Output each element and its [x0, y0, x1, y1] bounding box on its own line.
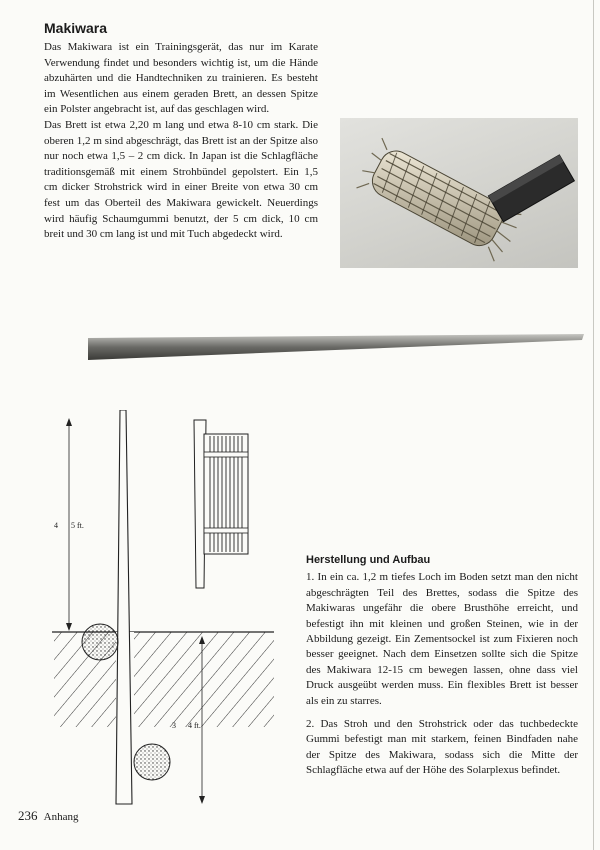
- makiwara-installation-diagram: [44, 410, 294, 805]
- upper-dimension-label-b: 5 ft.: [71, 521, 84, 530]
- intro-text: [44, 40, 318, 243]
- page-number: 236: [18, 808, 38, 823]
- intro-paragraph-2: Das Brett ist etwa 2,20 m lang und etwa 8-10 cm stark. Die oberen 1,2 m sind abgeschrägt, das Brett ist an der Spitze also nur noch etwa 1,5 – 2 cm dick. In Japan ist die Schlagfläche traditionsgemäß mit einem Strohbündel gepolstert. Ein 1,5 cm dicker Strohstrick wird in einer Breite von etwa 30 cm fest um das Oberteil des Makiwara gewickelt. Neuerdings wird häufig Schaumgummi benutzt, der 5 cm dick, 10 cm breit und 30 cm lang ist und mit Tuch abgedeckt wird.: [44, 118, 318, 241]
- page-footer: [18, 808, 78, 824]
- intro-paragraph-1: Das Makiwara ist ein Trainingsgerät, das nur im Karate Verwendung findet und besonders wichtig ist, um die Hände abzuhärten und die Handtechniken zu trainieren. Es besteht im Wesentlichen aus einem geraden Brett, an dessen Spitze ein Polster angebracht ist, auf das geschlagen wird.: [44, 41, 318, 116]
- construction-section: [306, 553, 578, 787]
- upper-dimension-label-a: 4: [54, 521, 58, 530]
- section-heading: Herstellung und Aufbau: [306, 554, 431, 566]
- lower-dimension-label-a: 3: [172, 721, 176, 730]
- page-edge-line: [593, 0, 594, 850]
- section-paragraph-2: 2. Das Stroh und den Strohstrick oder das tuchbedeckte Gummi befestigt man mit starkem, feinen Bindfaden nahe der Spitze des Makiwara, sodass sich die Mitte der Schlagfläche etwa auf der Höhe des Solarplexus befindet.: [306, 718, 578, 777]
- lower-dimension-label-b: 4 ft.: [188, 721, 201, 730]
- section-paragraph-1: 1. In ein ca. 1,2 m tiefes Loch im Boden setzt man den nicht abgeschrägten Teil des Brettes, sodass die Spitze des Makiwaras ungefähr die obere Brusthöhe erreicht, und befestigt ihn mit kleinen und großen Steinen, wie in der Abbildung gezeigt. Ein Zementsockel ist zum Fixieren noch besser geeignet. Nach dem Einsetzen sollte sich die Spitze des Makiwara 12-15 cm bewegen lassen, ohne dass viel Druck ausgeübt werden muss. Ein flexibles Brett ist besser als ein zu starres.: [306, 571, 578, 707]
- section-label: Anhang: [43, 811, 79, 823]
- straw-and-pad-photo: [340, 118, 578, 268]
- board-illustration: [88, 330, 584, 364]
- page-title: Makiwara: [44, 20, 108, 36]
